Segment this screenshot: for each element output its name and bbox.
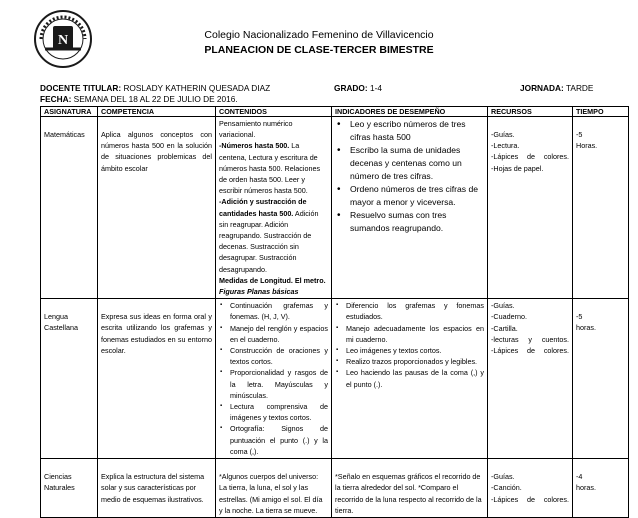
- table-row: [41, 299, 629, 459]
- header-indicadores: INDICADORES DE DESEMPEÑO: [332, 107, 488, 117]
- tiempo-value: -5: [576, 312, 583, 322]
- jornada-label: JORNADA:: [520, 83, 564, 93]
- recurso-item: -Guías.: [491, 130, 515, 139]
- contenido-line: [219, 196, 328, 274]
- tiempo-cell: [573, 299, 629, 459]
- fecha-label: FECHA:: [40, 94, 72, 104]
- jornada-value: TARDE: [565, 83, 594, 93]
- indicador-item: • Escribo la suma de unidades decenas y centenas como un número de tres cifras.: [335, 144, 484, 183]
- competencia-cell: Aplica algunos conceptos con números hasta 500 en la solución de situaciones problemicas del ámbito escolar: [101, 130, 212, 173]
- table-row: [41, 459, 629, 518]
- header-recursos: RECURSOS: [488, 107, 573, 117]
- contenido-line: Figuras Planas básicas: [219, 287, 299, 297]
- recurso-item: -Guías.: [491, 472, 515, 482]
- tiempo-value: -5: [576, 130, 583, 139]
- contenido-text: La centena, Lectura y escritura de números hasta 500. Relaciones de orden hasta 500. Leer y escribir números hasta 500.: [219, 141, 321, 196]
- indicador-item: ▪ Diferencio los grafemas y fonemas estudiados.: [335, 300, 484, 322]
- indicador-item: • Leo y escribo números de tres cifras hasta 500: [335, 118, 484, 144]
- recurso-item: -lecturas y cuentos.: [491, 334, 569, 344]
- contenido-item: ▪ Lectura comprensiva de imágenes y textos cortos.: [219, 401, 328, 423]
- svg-text:N: N: [57, 33, 69, 48]
- header-tiempo: TIEMPO: [573, 107, 629, 117]
- tiempo-cell: [573, 117, 629, 299]
- docente-info: [40, 83, 270, 93]
- competencia-cell: Explica la estructura del sistema solar y sus características por medio de esquemas ilustrativos.: [101, 472, 205, 504]
- indicador-item: • Ordeno números de tres cifras de mayor a menor y viceversa.: [335, 183, 484, 209]
- header-competencia: COMPETENCIA: [98, 107, 216, 117]
- tiempo-unit: horas.: [576, 483, 596, 493]
- contenidos-cell: [216, 117, 332, 299]
- contenido-line: [219, 140, 328, 196]
- tiempo-value: -4: [576, 472, 583, 482]
- asignatura-cell: Ciencias Naturales: [44, 472, 75, 493]
- competencia-cell: Expresa sus ideas en forma oral y escrita utilizando los grafemas y fonemas estudiados en su entorno escolar.: [101, 312, 212, 355]
- jornada-info: [520, 83, 593, 93]
- plan-table: [40, 106, 629, 518]
- tiempo-unit: Horas.: [576, 141, 598, 151]
- recursos-cell: [488, 459, 573, 518]
- contenidos-cell: [216, 299, 332, 459]
- recurso-item: -Lápices de colores.: [491, 152, 569, 162]
- recurso-item: -Canción.: [491, 483, 522, 493]
- indicador-item: ▪ Manejo adecuadamente los espacios en mi cuaderno.: [335, 323, 484, 345]
- contenido-bold: -Números hasta 500.: [219, 141, 290, 151]
- recurso-item: -Lápices de colores.: [491, 494, 569, 504]
- contenido-item: ▪ Construcción de oraciones y textos cortos.: [219, 345, 328, 367]
- tiempo-cell: [573, 459, 629, 518]
- contenido-text: Adición sin reagrupar. Adición reagrupando. Sustracción de decenas. Sustracción sin desagrupar. Sustracción desagrupando.: [219, 208, 319, 274]
- indicador-item: ▪ Leo imágenes y textos cortos.: [335, 345, 484, 356]
- contenido-item: ▪ Proporcionalidad y rasgos de la letra. Mayúsculas y minúsculas.: [219, 367, 328, 401]
- contenido-line: Medidas de Longitud. El metro.: [219, 275, 326, 285]
- recurso-item: -Cartilla.: [491, 323, 518, 333]
- recurso-item: -Hojas de papel.: [491, 163, 544, 173]
- contenido-line: Pensamiento numérico variacional.: [219, 119, 293, 140]
- fecha-info: [40, 94, 238, 104]
- contenido-item: ▪ Manejo del renglón y espacios en el cuaderno.: [219, 323, 328, 345]
- grado-info: [334, 83, 382, 93]
- tiempo-unit: horas.: [576, 323, 596, 333]
- fecha-value: SEMANA DEL 18 AL 22 DE JULIO DE 2016.: [73, 94, 238, 104]
- grado-value: 1-4: [369, 83, 382, 93]
- recurso-item: -Lápices de colores.: [491, 346, 569, 356]
- contenido-item: ▪ Continuación grafemas y fonemas. (H, J, V).: [219, 300, 328, 322]
- plan-title: PLANEACION DE CLASE-TERCER BIMESTRE: [204, 44, 434, 56]
- school-name: Colegio Nacionalizado Femenino de Villavicencio: [204, 29, 434, 41]
- contenido-bold: -Adición y sustracción de cantidades hasta 500.: [219, 197, 307, 218]
- grado-label: GRADO:: [334, 83, 368, 93]
- header-contenidos: CONTENIDOS: [216, 107, 332, 117]
- contenidos-cell: *Algunos cuerpos del universo: La tierra, la luna, el sol y las estrellas. (Mi amigo el sol. El día y la noche. La tierra se mueve.: [219, 472, 323, 515]
- header-asignatura: ASIGNATURA: [41, 107, 98, 117]
- contenido-item: ▪ Ortografía: Signos de puntuación el punto (.) y la coma (,).: [219, 423, 328, 457]
- indicador-item: • Resuelvo sumas con tres sumandos reagrupando.: [335, 209, 484, 235]
- indicador-item: ▪ Realizo trazos proporcionados y legibles.: [335, 356, 484, 367]
- recursos-cell: [488, 299, 573, 459]
- recursos-cell: [488, 117, 573, 299]
- recurso-item: -Lectura.: [491, 141, 520, 151]
- indicadores-cell: [332, 117, 488, 299]
- docente-value: ROSLADY KATHERIN QUESADA DIAZ: [123, 83, 271, 93]
- recurso-item: -Guías.: [491, 301, 515, 311]
- asignatura-cell: Matemáticas: [44, 130, 85, 139]
- docente-label: DOCENTE TITULAR:: [40, 83, 122, 93]
- indicadores-cell: *Señalo en esquemas gráficos el recorrido de la tierra alrededor del sol. *Comparo el recorrido de la luna respecto al recorrido de la tierra.: [335, 472, 482, 515]
- table-row: [41, 117, 629, 299]
- indicador-item: ▪ Leo haciendo las pausas de la coma (,) y el punto (.).: [335, 367, 484, 389]
- indicadores-cell: [332, 299, 488, 459]
- table-header-row: [41, 107, 629, 117]
- recurso-item: -Cuaderno.: [491, 312, 527, 322]
- asignatura-cell: Lengua Castellana: [44, 312, 78, 333]
